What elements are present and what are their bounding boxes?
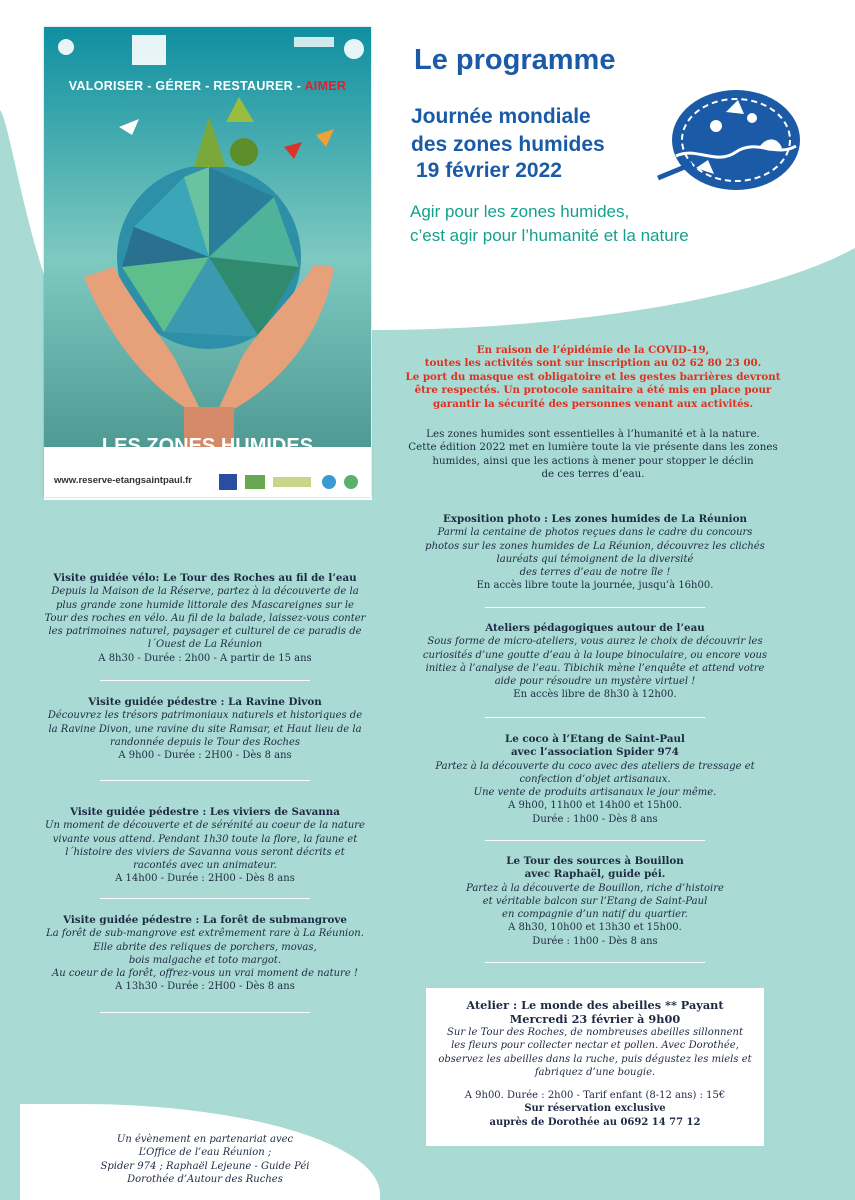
activity-coco-spider: Le coco à l’Etang de Saint-Paul avec l’association Spider 974 Partez à la découverte du coco avec des ateliers de tressage et confection d’objet artisanaux. Une vente de produits artisanaux le jour même. A 9h00, 11h00 et 14h00 et 15h00. Durée : 1h00 - Dès 8 ans (435, 733, 755, 825)
activity-ateliers-eau: Ateliers pédagogiques autour de l’eau Sous forme de micro-ateliers, vous aurez le choix de découvrir les curiosités d’une goutte d’eau à la loupe binoculaire, ou encore vous initiez à l’analyse de l’eau. Tibichik mène l’enquête et attend votre aide pour résoudre un mystère virtuel ! En accès libre de 8h30 à 12h00. (422, 622, 768, 701)
activity-expo-photo: Exposition photo : Les zones humides de La Réunion Parmi la centaine de photos reçues dans le cadre du concours photos sur les zones humides de La Réunion, découvrez les clichés lauréats qui témoignent de la diversité des terres d’eau de notre île ! En accès libre toute la journée, jusqu’à 16h00. (425, 513, 765, 592)
event-name: Journée mondiale des zones humides (411, 105, 605, 156)
poster-footer (44, 467, 371, 497)
event-poster (44, 27, 371, 497)
wetlands-day-logo (656, 86, 802, 198)
activity-velo: Visite guidée vélo: Le Tour des Roches au fil de l’eau Depuis la Maison de la Réserve, partez à la découverte de la plus grande zone humide littorale des Mascareignes sur le Tour des roches en vélo. Au fil de la balade, laissez-vous conter les patrimoines naturel, paysager et culturel de ce paradis de l´Ouest de La Réunion A 8h30 - Durée : 2h00 - A partir de 15 ans (44, 572, 366, 664)
divider (100, 780, 310, 781)
divider (100, 680, 310, 681)
divider (485, 962, 705, 963)
page-title: Le programme (414, 44, 616, 76)
bees-workshop-box: Atelier : Le monde des abeilles ** Payant Mercredi 23 février à 9h00 Sur le Tour des Roches, de nombreuses abeilles sillonnent les fleurs pour collecter nectar et pollen. Avec Dorothée, observez les abeilles dans la ruche, puis dégustez les miels et fabriquez d’une bougie. A 9h00. Durée : 2h00 - Tarif enfant (8-12 ans) : 15€ Sur réservation exclusive auprès de Dorothée au 0692 14 77 12 (426, 988, 764, 1146)
poster-partner-logos (54, 33, 364, 78)
activity-sources-bouillon: Le Tour des sources à Bouillon avec Raphaël, guide péi. Partez à la découverte de Bouillon, riche d’histoire et véritable balcon sur l’Etang de Saint-Paul en compagnie d’un natif du quartier. A 8h30, 10h00 et 13h30 et 15h00. Durée : 1h00 - Dès 8 ans (466, 855, 724, 947)
divider (100, 1012, 310, 1013)
partners-text: Un évènement en partenariat avec L’Office de l’eau Réunion ; Spider 974 ; Raphaël Lejeune - Guide Péi Dorothée d’Autour des Ruches (100, 1134, 310, 1186)
poster-tagline: VALORISER - GÉRER - RESTAURER - AIMER (68, 79, 347, 93)
divider (485, 607, 705, 608)
poster-title: LES ZONES HUMIDES (101, 435, 314, 457)
covid-notice: En raison de l’épidémie de la COVID-19, toutes les activités sont sur inscription au 02 62 80 23 00. Le port du masque est obligatoire et les gestes barrières devront être respectés. Un protocole sanitaire a été mis en place pour garantir la sécurité des personnes venant aux activités. (405, 344, 781, 410)
activity-viviers-savanna: Visite guidée pédestre : Les viviers de Savanna Un moment de découverte et de sérénité au coeur de la nature vivante vous attend. Pendant 1h30 toute la flore, la faune et l´histoire des viviers de Savanna vous seront décrits et racontés avec un animateur. A 14h00 - Durée : 2H00 - Dès 8 ans (45, 806, 365, 885)
event-slogan: Agir pour les zones humides, c’est agir pour l’humanité et la nature (410, 202, 689, 245)
footer-sponsor-logos (219, 471, 369, 493)
divider (485, 717, 705, 718)
divider (485, 840, 705, 841)
intro-text: Les zones humides sont essentielles à l’humanité et à la nature. Cette édition 2022 met en lumière toute la vie présente dans les zones humides, ainsi que les actions à mener pour stopper le déclin de ces terres d’eau. (408, 428, 778, 481)
activity-submangrove: Visite guidée pédestre : La forêt de submangrove La forêt de sub-mangrove est extrêmement rare à La Réunion. Elle abrite des reliques de porchers, movas, bois malgache et toto margot. Au coeur de la forêt, offrez-vous un vrai moment de nature ! A 13h30 - Durée : 2H00 - Dès 8 ans (46, 914, 364, 993)
event-date: 19 février 2022 (416, 159, 562, 182)
activity-ravine-divon: Visite guidée pédestre : La Ravine Divon Découvrez les trésors patrimoniaux naturels et historiques de la Ravine Divon, une ravine du site Ramsar, et Haut lieu de la randonnée depuis le Tour des Roches A 9h00 - Durée : 2H00 - Dès 8 ans (47, 696, 363, 762)
divider (100, 898, 310, 899)
poster-website[interactable]: www.reserve-etangsaintpaul.fr (54, 475, 192, 486)
